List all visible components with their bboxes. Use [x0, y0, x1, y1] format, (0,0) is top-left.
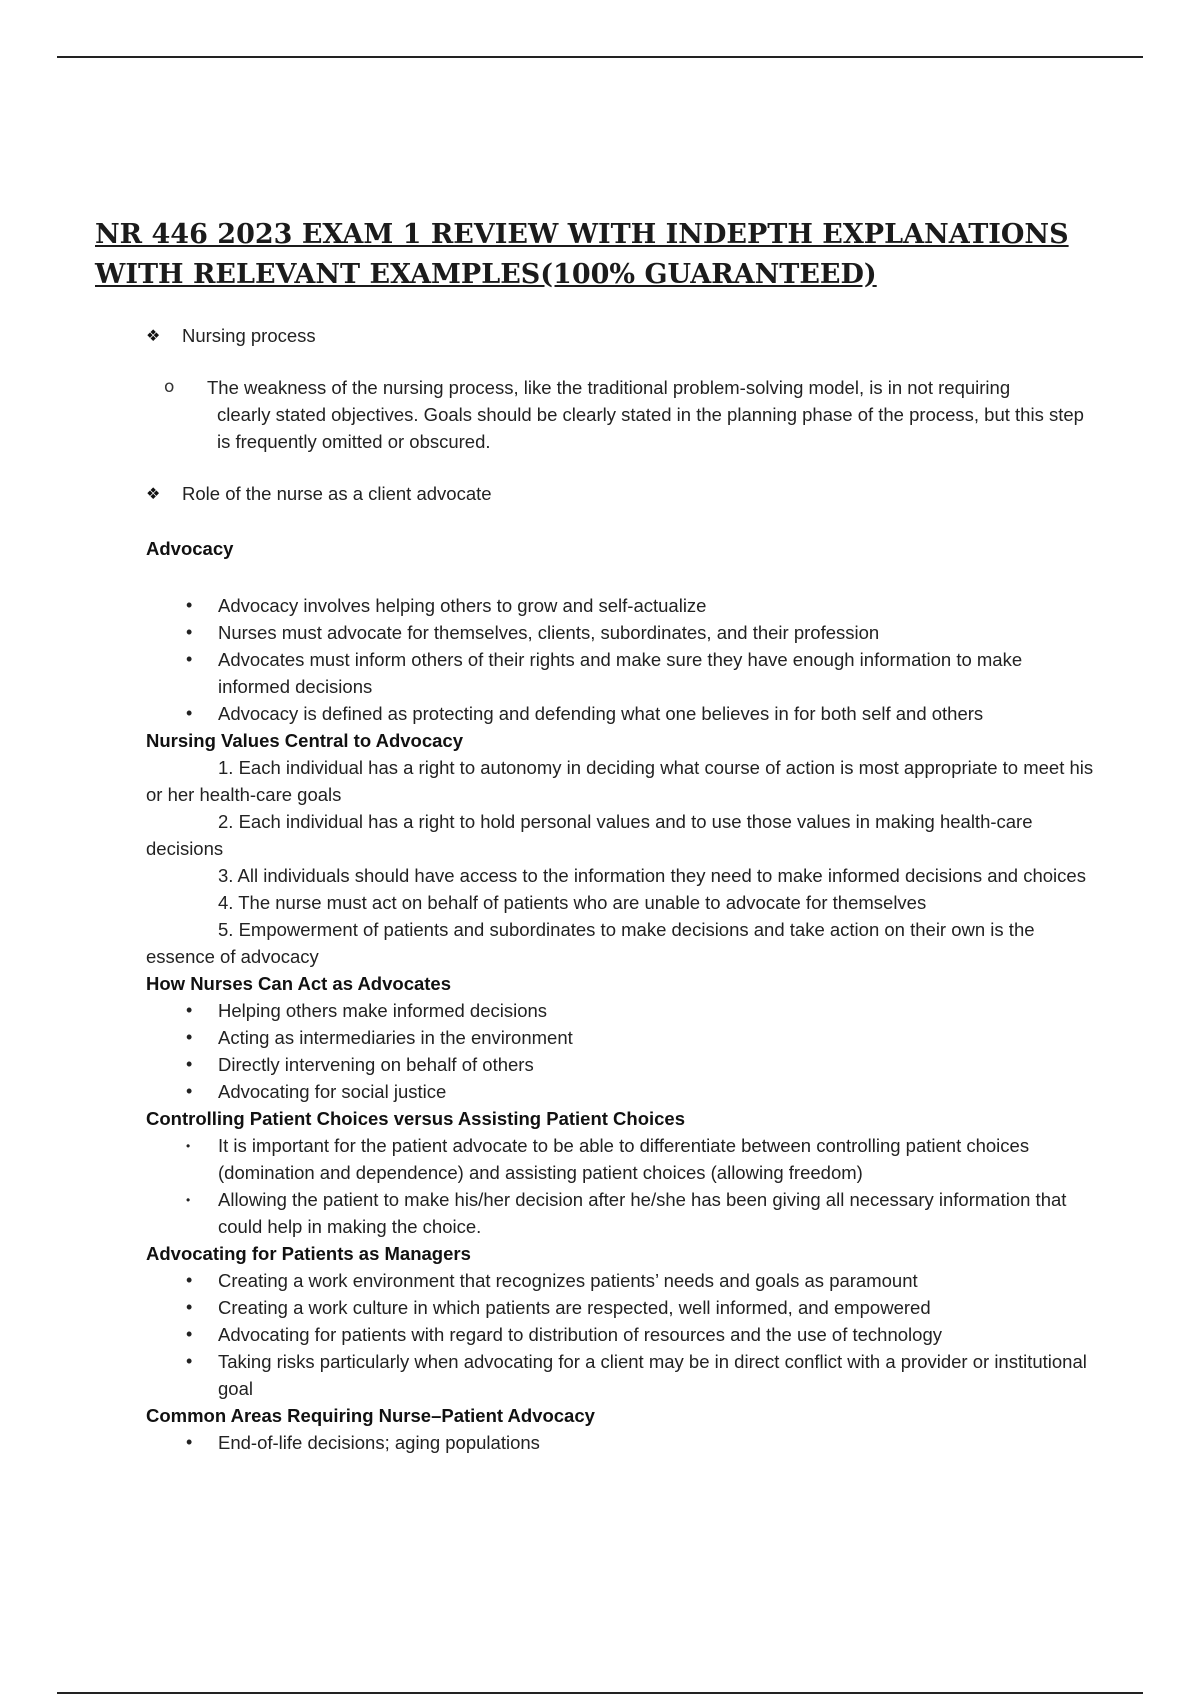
list-item-text: Helping others make informed decisions	[218, 1000, 548, 1021]
heading-how-nurses: How Nurses Can Act as Advocates	[146, 973, 452, 994]
bottom-rule	[57, 1692, 1143, 1694]
list-item	[146, 1132, 1096, 1186]
title-line-2: WITH RELEVANT EXAMPLES(100% GUARANTEED)	[95, 259, 877, 290]
list-item	[146, 1294, 1096, 1321]
list-item	[146, 1186, 1096, 1240]
controlling-list	[146, 1132, 1096, 1240]
list-item-text: End-of-life decisions; aging populations	[218, 1432, 540, 1453]
list-item	[146, 1429, 1096, 1456]
value-item-1: 1. Each individual has a right to autonomy in deciding what course of action is most appropriate to meet his or her health-care goals	[146, 757, 1094, 805]
heading-nursing-values: Nursing Values Central to Advocacy	[146, 730, 463, 751]
list-item-text: Nurses must advocate for themselves, clients, subordinates, and their profession	[218, 622, 880, 643]
list-item	[146, 1321, 1096, 1348]
document-body	[146, 322, 1096, 1456]
list-item-text: Directly intervening on behalf of others	[218, 1054, 534, 1075]
subpoint-first-line: The weakness of the nursing process, like the traditional problem-solving model, is in not requiring	[207, 377, 1011, 398]
value-item-5: 5. Empowerment of patients and subordinates to make decisions and take action on their own is the essence of advocacy	[146, 919, 1035, 967]
list-item-text: Advocacy involves helping others to grow and self-actualize	[218, 595, 707, 616]
list-item	[146, 1348, 1096, 1402]
subpoint-rest: clearly stated objectives. Goals should be clearly stated in the planning phase of the process, but this step is frequently omitted or obscured.	[217, 404, 1084, 452]
list-item-text: Taking risks particularly when advocating for a client may be in direct conflict with a provider or institutional goal	[218, 1351, 1087, 1399]
diamond-bullet-icon: ❖	[146, 484, 161, 503]
list-item-text: It is important for the patient advocate to be able to differentiate between controlling patient choices (domination and dependence) and assisting patient choices (allowing freedom)	[218, 1135, 1030, 1183]
topic-nursing-process	[146, 322, 1096, 349]
list-item-text: Advocacy is defined as protecting and defending what one believes in for both self and others	[218, 703, 984, 724]
list-item-text: Acting as intermediaries in the environment	[218, 1027, 573, 1048]
common-list	[146, 1429, 1096, 1456]
bullet-icon: •	[186, 1270, 193, 1290]
document-title	[95, 215, 1095, 295]
bullet-icon: •	[186, 1054, 193, 1074]
bullet-icon: •	[186, 1351, 193, 1371]
topic-label: Nursing process	[182, 325, 316, 346]
bullet-icon: •	[186, 1000, 193, 1020]
bullet-icon: •	[186, 1139, 191, 1153]
circle-bullet-icon: o	[164, 377, 175, 397]
bullet-icon: •	[186, 703, 193, 723]
topic-label: Role of the nurse as a client advocate	[182, 483, 492, 504]
subpoint-weakness	[164, 374, 1096, 455]
bullet-icon: •	[186, 595, 193, 615]
bullet-icon: •	[186, 1324, 193, 1344]
list-item	[146, 619, 1096, 646]
list-item-text: Advocating for patients with regard to distribution of resources and the use of technology	[218, 1324, 942, 1345]
diamond-bullet-icon: ❖	[146, 326, 161, 345]
list-item	[146, 1024, 1096, 1051]
advocacy-list	[146, 592, 1096, 727]
heading-controlling-choices: Controlling Patient Choices versus Assisting Patient Choices	[146, 1108, 686, 1129]
list-item-text: Allowing the patient to make his/her decision after he/she has been giving all necessary information that could help in making the choice.	[218, 1189, 1067, 1237]
bullet-icon: •	[186, 622, 193, 642]
list-item	[146, 700, 1096, 727]
bullet-icon: •	[186, 1081, 193, 1101]
list-item-text: Creating a work environment that recognizes patients’ needs and goals as paramount	[218, 1270, 918, 1291]
managers-list	[146, 1267, 1096, 1402]
list-item	[146, 1267, 1096, 1294]
list-item	[146, 997, 1096, 1024]
list-item-text: Creating a work culture in which patients are respected, well informed, and empowered	[218, 1297, 931, 1318]
heading-common-areas: Common Areas Requiring Nurse–Patient Advocacy	[146, 1405, 595, 1426]
list-item-text: Advocating for social justice	[218, 1081, 447, 1102]
heading-advocacy: Advocacy	[146, 538, 234, 559]
list-item-text: Advocates must inform others of their rights and make sure they have enough information to make informed decisions	[218, 649, 1023, 697]
heading-managers: Advocating for Patients as Managers	[146, 1243, 471, 1264]
bullet-icon: •	[186, 649, 193, 669]
bullet-icon: •	[186, 1432, 193, 1452]
value-item-3: 3. All individuals should have access to the information they need to make informed decisions and choices	[218, 865, 1086, 886]
list-item	[146, 1051, 1096, 1078]
top-rule	[57, 56, 1143, 58]
how-list	[146, 997, 1096, 1105]
value-item-2: 2. Each individual has a right to hold personal values and to use those values in making health-care decisions	[146, 811, 1033, 859]
bullet-icon: •	[186, 1297, 193, 1317]
title-line-1: NR 446 2023 EXAM 1 REVIEW WITH INDEPTH EXPLANATIONS	[95, 219, 1069, 250]
list-item	[146, 646, 1096, 700]
bullet-icon: •	[186, 1027, 193, 1047]
value-item-4: 4. The nurse must act on behalf of patients who are unable to advocate for themselves	[218, 892, 927, 913]
bullet-icon: •	[186, 1193, 191, 1207]
topic-client-advocate	[146, 480, 1096, 507]
list-item	[146, 592, 1096, 619]
list-item	[146, 1078, 1096, 1105]
